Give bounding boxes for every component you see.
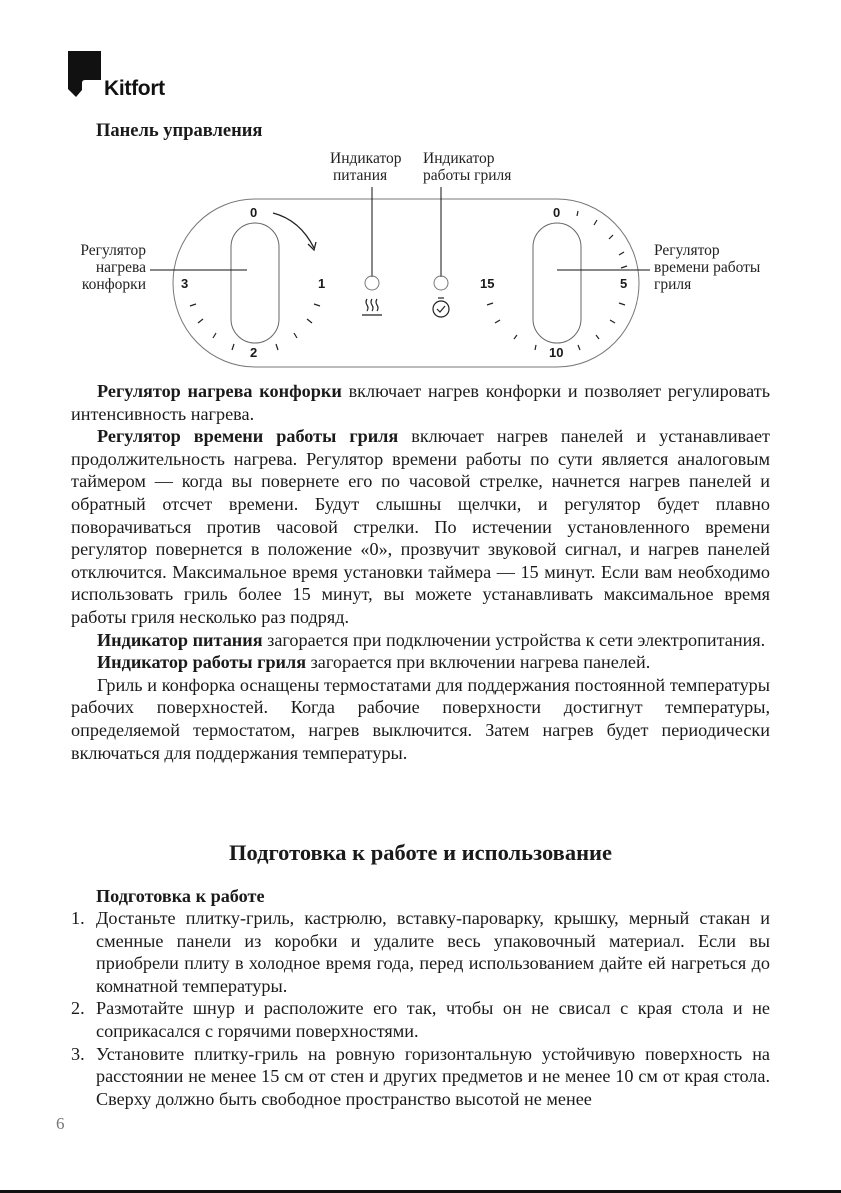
subsection-title: Подготовка к работе xyxy=(96,886,265,906)
timer-mark-5: 5 xyxy=(620,276,628,291)
list-item xyxy=(71,1043,770,1111)
description-text xyxy=(71,380,770,764)
step-number: 1. xyxy=(71,908,85,928)
burner-mark-1: 1 xyxy=(318,276,326,291)
brand-name: Kitfort xyxy=(104,77,165,100)
grill-indicator-light xyxy=(434,276,448,290)
timer-mark-15: 15 xyxy=(480,276,495,291)
label-timer-knob: Регулятор времени работы гриля xyxy=(654,242,761,293)
burner-knob xyxy=(231,223,279,343)
chapter-title: Подготовка к работе и использование xyxy=(228,840,612,865)
label-power-indicator: Индикатор питания xyxy=(330,150,402,184)
power-indicator-light xyxy=(365,276,379,290)
timer-knob xyxy=(533,223,581,343)
preparation-steps xyxy=(71,907,770,1110)
burner-mark-3: 3 xyxy=(181,276,189,291)
step-number: 2. xyxy=(71,998,85,1019)
burner-mark-0: 0 xyxy=(250,205,258,220)
label-grill-indicator: Индикатор работы гриля xyxy=(423,150,512,184)
list-item xyxy=(71,907,770,997)
section-title-control-panel: Панель управления xyxy=(96,121,263,141)
paragraph-burner-knob: Регулятор нагрева конфорки включает нагрев конфорки и позволяет регулировать интенсивность нагрева. xyxy=(71,381,770,424)
step-number: 3. xyxy=(71,1043,85,1064)
timer-mark-0: 0 xyxy=(553,205,561,220)
paragraph-timer-knob: Регулятор времени работы гриля включает нагрев панелей и устанавливает продолжительность нагрева. Регулятор времени работы по сути является аналоговым таймером — когда вы повернете его по часовой стрелке, начнется нагрев панелей и обратный отсчет времени. Будут слышны щелчки, и регулятор будет плавно поворачиваться против часовой стрелки. По истечении установленного времени регулятор повернется в положение «0», прозвучит звуковой сигнал, и нагрев панелей отключится. Максимальное время установки таймера — 15 минут. Если вам необходимо использовать гриль более 15 минут, вы можете устанавливать максимальное время работы гриля несколько раз подряд. xyxy=(71,426,770,627)
paragraph-grill-indicator: Индикатор работы гриля загорается при включении нагрева панелей. xyxy=(97,652,651,673)
paragraph-thermostats: Гриль и конфорка оснащены термостатами для поддержания постоянной температуры рабочих поверхностей. Когда рабочие поверхности достигнут температуры, определяемой термостатом, нагрев выключится. Затем нагрев будет периодически включаться для поддержания температуры. xyxy=(71,674,770,763)
list-item xyxy=(71,997,770,1042)
control-panel-diagram xyxy=(0,0,841,380)
label-burner-knob: Регулятор нагрева конфорки xyxy=(80,242,146,293)
timer-mark-10: 10 xyxy=(549,345,564,360)
step-text: Установите плитку-гриль на ровную горизонтальную устойчивую поверхность на расстоянии не менее 15 см от стен и других предметов и не менее 10 см от края стола. Сверху должно быть свободное пространство высотой не менее xyxy=(96,1043,770,1109)
burner-mark-2: 2 xyxy=(250,345,258,360)
timer-dial-ticks xyxy=(487,211,627,350)
control-panel-outline xyxy=(0,0,841,380)
step-text: Достаньте плитку-гриль, кастрюлю, вставку-пароварку, крышку, мерный стакан и сменные панели из коробки и удалите весь упаковочный материал. Если вы приобрели плиту в холодное время года, перед использованием дайте ей нагреться до комнатной температуры. xyxy=(96,908,770,996)
paragraph-power-indicator: Индикатор питания загорается при подключении устройства к сети электропитания. xyxy=(97,629,766,650)
page-number: 6 xyxy=(56,1114,65,1133)
heat-waves-icon xyxy=(360,296,384,320)
timer-check-icon xyxy=(430,296,452,320)
step-text: Размотайте шнур и расположите его так, чтобы он не свисал с края стола и не соприкасался с горячими поверхностями. xyxy=(96,998,770,1041)
